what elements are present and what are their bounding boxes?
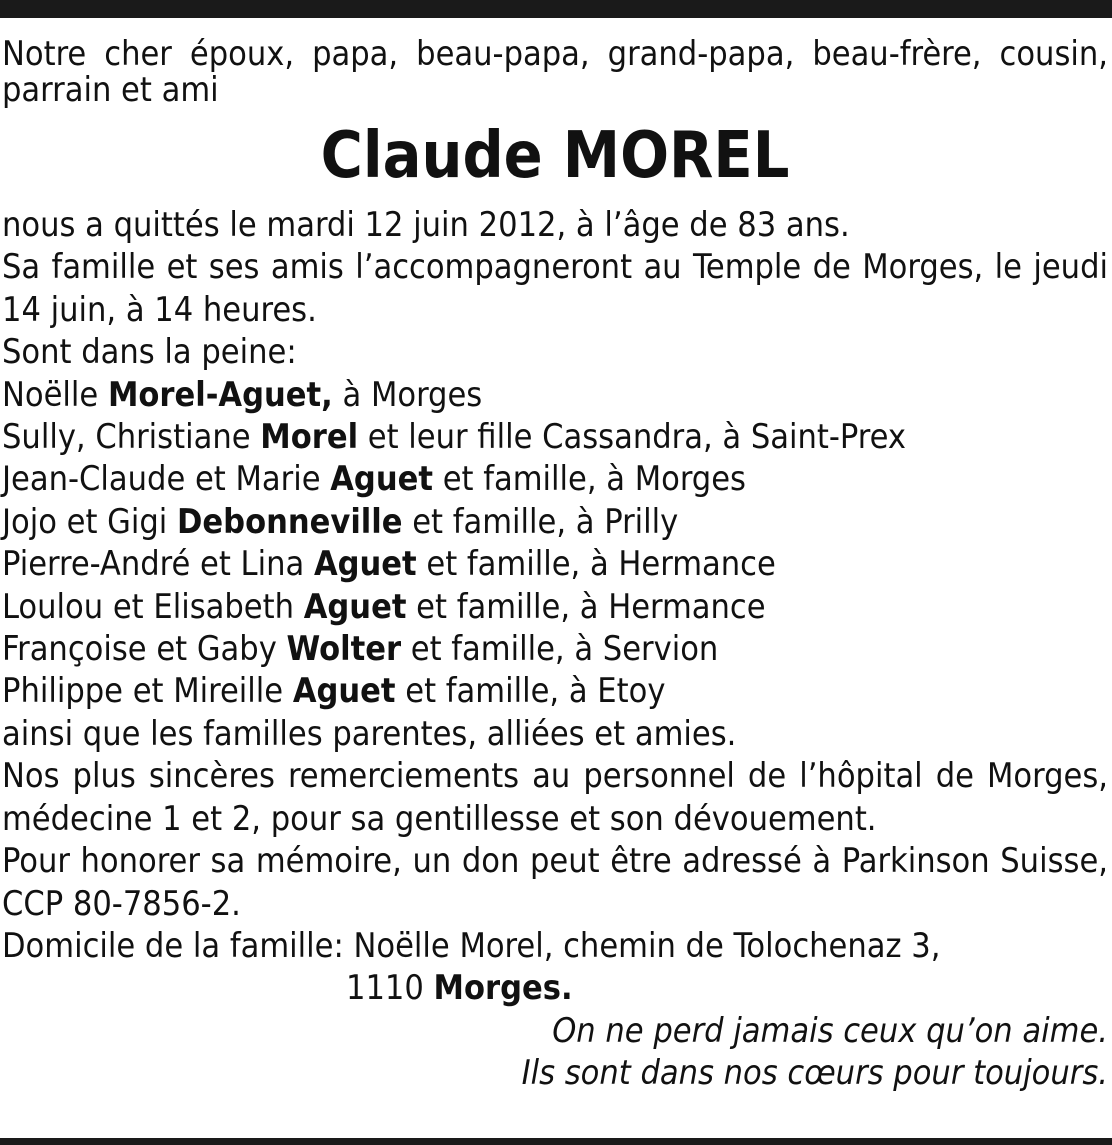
family-member-surname: Aguet (313, 544, 417, 585)
death-line (2, 204, 1108, 246)
closing-quote (2, 1010, 1108, 1095)
donation-line-2: CCP 80-7856-2. (2, 883, 241, 924)
quote-line-1: On ne perd jamais ceux qu’on aime. (552, 1010, 1108, 1051)
family-member-surname: Morel-Aguet, (107, 374, 333, 415)
family-member-surname: Aguet (303, 586, 407, 627)
family-list (2, 374, 1108, 713)
family-member-prefix: Pierre-André et Lina (2, 544, 314, 585)
ceremony-line-2: 14 juin, à 14 heures. (2, 289, 317, 330)
address-line-1: Domicile de la famille: Noëlle Morel, chemin de Tolochenaz 3, (2, 925, 941, 966)
intro-line-1: Notre cher époux, papa, beau-papa, grand-papa, beau-frère, cousin, (2, 34, 1108, 74)
address-line-2 (2, 967, 1108, 1009)
family-member-suffix: et famille, à Hermance (406, 586, 766, 627)
thanks-line-1: Nos plus sincères remerciements au personnel de l’hôpital de Morges, (2, 756, 1108, 797)
family-member (2, 374, 1108, 416)
intro-paragraph (2, 36, 1108, 108)
death-line-text: nous a quittés le mardi 12 juin 2012, à l’âge de 83 ans. (2, 205, 850, 245)
donation-line-1: Pour honorer sa mémoire, un don peut être adressé à Parkinson Suisse, (2, 841, 1108, 882)
family-member-suffix: et leur fille Cassandra, à Saint-Prex (358, 417, 906, 458)
deceased-name: Claude MOREL (320, 119, 790, 193)
obituary-notice (2, 36, 1108, 1095)
quote-line-2: Ils sont dans nos cœurs pour toujours. (521, 1053, 1108, 1094)
ceremony-paragraph (2, 246, 1108, 331)
family-member-prefix: Loulou et Elisabeth (2, 586, 304, 627)
family-member (2, 586, 1108, 628)
family-member-suffix: et famille, à Etoy (395, 671, 666, 712)
family-member (2, 416, 1108, 458)
family-member-prefix: Françoise et Gaby (2, 629, 287, 670)
family-member-surname: Wolter (286, 629, 402, 670)
address-paragraph (2, 925, 1108, 1010)
family-member-surname: Aguet (292, 671, 396, 712)
family-member-prefix: Philippe et Mireille (2, 671, 293, 712)
family-member-surname: Debonneville (177, 501, 403, 542)
family-member-suffix: à Morges (332, 374, 483, 415)
family-member-prefix: Jean-Claude et Marie (2, 459, 331, 500)
family-member (2, 543, 1108, 585)
top-border-bar (0, 0, 1112, 18)
bottom-border-bar (0, 1138, 1112, 1145)
family-member-suffix: et famille, à Morges (432, 459, 746, 500)
family-member-suffix: et famille, à Servion (401, 629, 719, 670)
family-member (2, 670, 1108, 712)
family-member (2, 628, 1108, 670)
address-postcode: 1110 (346, 968, 434, 1009)
family-member-prefix: Jojo et Gigi (2, 501, 178, 542)
mourning-intro (2, 331, 1108, 373)
thanks-paragraph (2, 755, 1108, 840)
address-city: Morges. (433, 968, 573, 1009)
family-member (2, 458, 1108, 500)
family-member-suffix: et famille, à Hermance (416, 544, 776, 585)
family-member-prefix: Noëlle (2, 374, 108, 415)
family-member (2, 501, 1108, 543)
donation-paragraph (2, 840, 1108, 925)
thanks-line-2: médecine 1 et 2, pour sa gentillesse et son dévouement. (2, 798, 877, 839)
mourning-intro-text: Sont dans la peine: (2, 332, 297, 373)
ceremony-line-1: Sa famille et ses amis l’accompagneront au Temple de Morges, le jeudi (2, 247, 1108, 288)
intro-line-2: parrain et ami (2, 70, 219, 110)
relatives-line (2, 713, 1108, 755)
relatives-line-text: ainsi que les familles parentes, alliées et amies. (2, 713, 737, 754)
family-member-surname: Morel (260, 417, 359, 458)
family-member-suffix: et famille, à Prilly (402, 501, 679, 542)
family-member-prefix: Sully, Christiane (2, 417, 261, 458)
family-member-surname: Aguet (330, 459, 433, 500)
